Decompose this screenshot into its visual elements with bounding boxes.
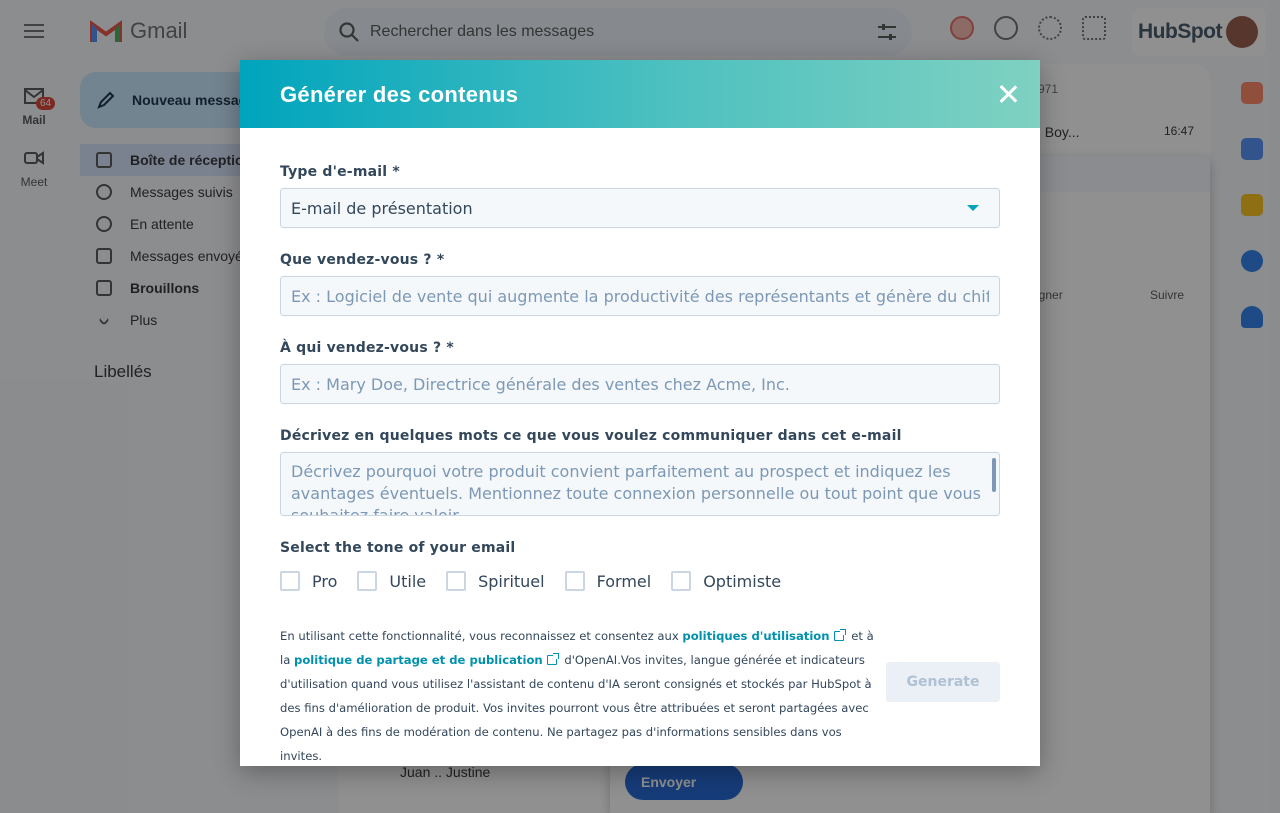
dialog-header	[240, 60, 1040, 128]
tone-option-label: Pro	[312, 571, 338, 591]
external-link-icon	[547, 655, 557, 665]
disclaimer-text-2: et à la	[280, 629, 874, 667]
external-link-icon	[834, 631, 844, 641]
generate-content-dialog	[240, 60, 1040, 766]
tone-option-label: Optimiste	[703, 571, 782, 591]
ai-disclaimer	[280, 624, 882, 768]
tone-option-optimiste[interactable]	[671, 571, 781, 591]
description-label: Décrivez en quelques mots ce que vous voulez communiquer dans cet e-mail	[280, 428, 902, 444]
description-textarea[interactable]	[280, 452, 1000, 516]
checkbox[interactable]	[671, 571, 691, 591]
textarea-scrollbar[interactable]	[992, 458, 996, 492]
what-selling-input[interactable]	[280, 276, 1000, 316]
dialog-title: Générer des contenus	[280, 82, 519, 107]
usage-policies-link[interactable]: politiques d'utilisation	[682, 629, 830, 643]
tone-option-spirituel[interactable]	[446, 571, 544, 591]
sharing-policy-link[interactable]: politique de partage et de publication	[294, 653, 543, 667]
checkbox[interactable]	[565, 571, 585, 591]
email-type-select[interactable]	[280, 188, 1000, 228]
tone-option-label: Spirituel	[478, 571, 545, 591]
who-selling-input[interactable]	[280, 364, 1000, 404]
tone-options	[280, 570, 801, 592]
checkbox[interactable]	[280, 571, 300, 591]
disclaimer-text-1: En utilisant cette fonctionnalité, vous reconnaissez et consentez aux	[280, 629, 679, 643]
who-selling-label: À qui vendez-vous ? *	[280, 340, 454, 356]
what-selling-label: Que vendez-vous ? *	[280, 252, 445, 268]
checkbox[interactable]	[357, 571, 377, 591]
email-type-label: Type d'e-mail *	[280, 164, 400, 180]
tone-option-utile[interactable]	[357, 571, 426, 591]
generate-button[interactable]: Generate	[886, 662, 1000, 702]
tone-label: Select the tone of your email	[280, 540, 516, 556]
caret-down-icon	[967, 205, 979, 211]
disclaimer-text-3: d'OpenAI.Vos invites, langue générée et indicateurs d'utilisation quand vous utilisez l'assistant de contenu d'IA seront consignés et stockés par HubSpot à des fins d'amélioration de produit. Vos invites pourront vous être attribuées et seront partagées avec OpenAI à des fins de modération de contenu. Ne partagez pas d'informations sensibles dans vos invites.	[280, 653, 872, 763]
tone-option-label: Utile	[389, 571, 427, 591]
close-icon[interactable]	[994, 80, 1022, 108]
tone-option-label: Formel	[596, 571, 652, 591]
email-type-value: E-mail de présentation	[291, 198, 473, 218]
tone-option-pro[interactable]	[280, 571, 337, 591]
tone-option-formel[interactable]	[565, 571, 652, 591]
checkbox[interactable]	[446, 571, 466, 591]
